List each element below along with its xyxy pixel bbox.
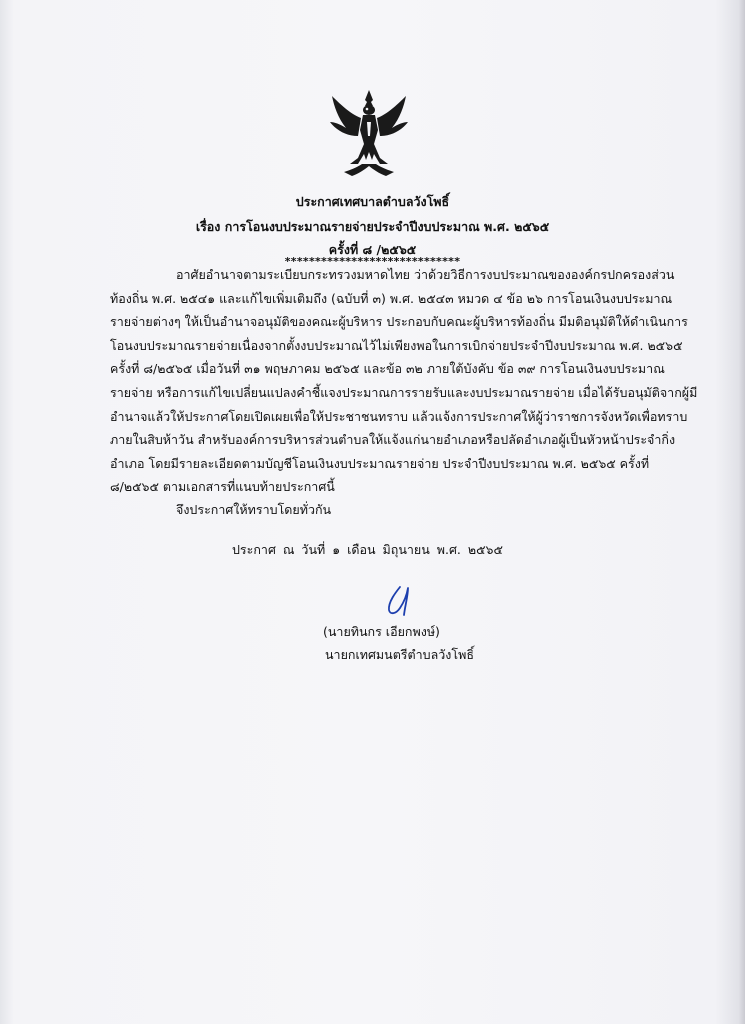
body-line: รายจ่าย หรือการแก้ไขเปลี่ยนแปลงคำชี้แจงประมาณการรายรับและงบประมาณรายจ่าย เมื่อได้รับอนุมัติจากผู้มี: [110, 384, 698, 400]
announcement-subject: เรื่อง การโอนงบประมาณรายจ่ายประจำปีงบประมาณ พ.ศ. ๒๕๖๕: [195, 219, 550, 234]
body-line: ครั้งที่ ๘/๒๕๖๕ เมื่อวันที่ ๓๑ พฤษภาคม ๒๕๖๕ และข้อ ๓๒ ภายใต้บังคับ ข้อ ๓๙ การโอนเงินงบประมาณ: [110, 361, 665, 377]
announcement-body: [110, 263, 698, 499]
announcement-title: ประกาศเทศบาลตำบลวังโพธิ์: [295, 194, 450, 209]
announcement-date: ประกาศ ณ วันที่ ๑ เดือน มิถุนายน พ.ศ. ๒๕๖๕: [232, 542, 503, 557]
body-line: อำนาจแล้วให้ประกาศโดยเปิดเผยเพื่อให้ประชาชนทราบ แล้วแจ้งการประกาศให้ผู้ว่าราชการจังหวัดเพื่อทราบ: [110, 408, 688, 424]
signatory-position: นายกเทศมนตรีตำบลวังโพธิ์: [325, 647, 474, 662]
garuda-emblem-icon: [328, 88, 410, 180]
announcement-issue-number: ครั้งที่ ๘ /๒๕๖๕: [328, 242, 417, 257]
handwritten-signature: [374, 584, 424, 618]
body-line: โอนงบประมาณรายจ่ายเนื่องจากตั้งงบประมาณไว้ไม่เพียงพอในการเบิกจ่ายประจำปีงบประมาณ พ.ศ. ๒๕๖๕: [110, 337, 683, 353]
body-line: ภายในสิบห้าวัน สำหรับองค์การบริหารส่วนตำบลให้แจ้งแก่นายอำเภอหรือปลัดอำเภอผู้เป็นหัวหน้าประจำกิ่ง: [110, 432, 676, 448]
body-line: รายจ่ายต่างๆ ให้เป็นอำนาจอนุมัติของคณะผู้บริหาร ประกอบกับคณะผู้บริหารท้องถิ่น มีมติอนุมัติให้ดำเนินการ: [110, 314, 688, 330]
signatory-name: (นายทินกร เอียกพงษ์): [323, 624, 440, 639]
body-line: อำเภอ โดยมีรายละเอียดตามบัญชีโอนเงินงบประมาณรายจ่าย ประจำปีงบประมาณ พ.ศ. ๒๕๖๕ ครั้งที่: [110, 455, 650, 471]
body-line: ท้องถิ่น พ.ศ. ๒๕๔๑ และแก้ไขเพิ่มเติมถึง (ฉบับที่ ๓) พ.ศ. ๒๕๔๓ หมวด ๔ ข้อ ๒๖ การโอนเงินงบประมาณ: [110, 290, 673, 306]
body-line: ๘/๒๕๖๕ ตามเอกสารที่แนบท้ายประกาศนี้: [110, 479, 335, 495]
separator-line: *****************************: [284, 255, 461, 268]
closing-statement: จึงประกาศให้ทราบโดยทั่วกัน: [176, 502, 332, 517]
body-line: อาศัยอำนาจตามระเบียบกระทรวงมหาดไทย ว่าด้วยวิธีการงบประมาณขององค์กรปกครองส่วน: [176, 267, 675, 282]
